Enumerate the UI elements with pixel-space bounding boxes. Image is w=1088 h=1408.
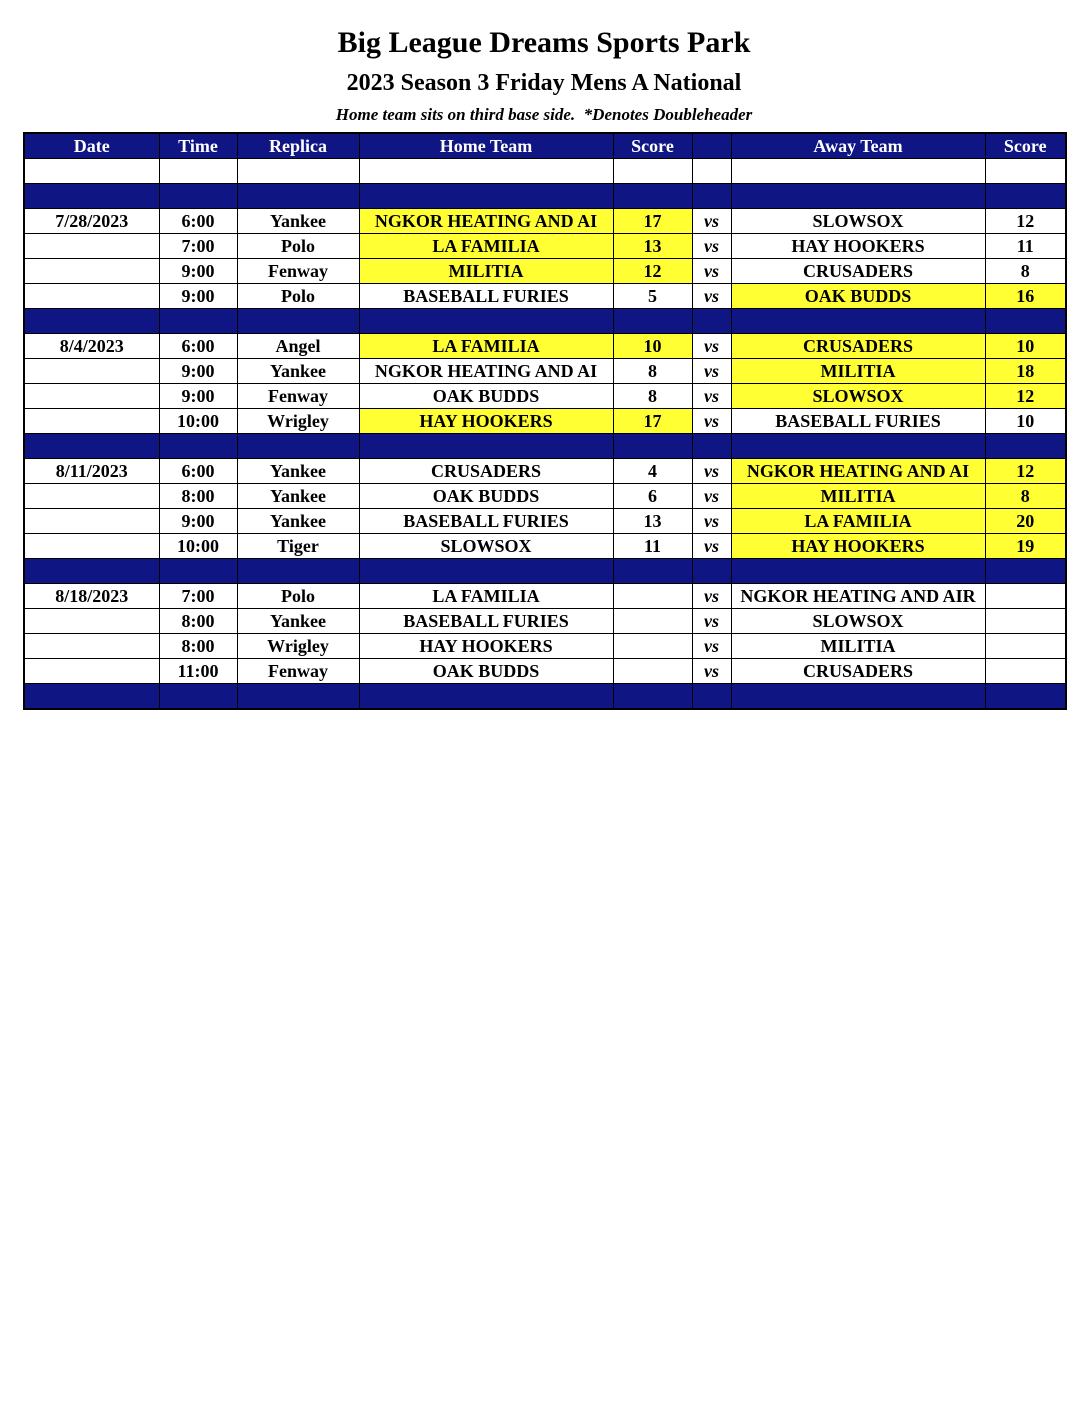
away-score: 11	[985, 234, 1066, 259]
away-team: HAY HOOKERS	[731, 534, 985, 559]
home-team: MILITIA	[359, 259, 613, 284]
vs-label: vs	[692, 359, 731, 384]
away-score	[985, 634, 1066, 659]
away-score	[985, 584, 1066, 609]
game-replica-field: Angel	[237, 334, 359, 359]
home-score: 10	[613, 334, 692, 359]
home-score: 8	[613, 359, 692, 384]
game-date: 7/28/2023	[24, 209, 159, 234]
col-header-away-team: Away Team	[731, 133, 985, 159]
away-team: CRUSADERS	[731, 259, 985, 284]
away-score: 10	[985, 334, 1066, 359]
away-score: 8	[985, 484, 1066, 509]
game-date-empty	[24, 284, 159, 309]
game-replica-field: Tiger	[237, 534, 359, 559]
vs-label: vs	[692, 384, 731, 409]
home-team: HAY HOOKERS	[359, 634, 613, 659]
home-team: LA FAMILIA	[359, 584, 613, 609]
game-row	[24, 409, 1066, 434]
game-row	[24, 209, 1066, 234]
game-row	[24, 534, 1066, 559]
vs-label: vs	[692, 284, 731, 309]
game-time: 9:00	[159, 284, 237, 309]
game-time: 8:00	[159, 609, 237, 634]
game-date-empty	[24, 484, 159, 509]
page-note: Home team sits on third base side. *Denotes Doubleheader	[335, 105, 753, 124]
home-team: OAK BUDDS	[359, 484, 613, 509]
vs-label: vs	[692, 609, 731, 634]
game-date-empty	[24, 259, 159, 284]
away-team: MILITIA	[731, 359, 985, 384]
home-score	[613, 659, 692, 684]
home-team: LA FAMILIA	[359, 234, 613, 259]
col-header-home-team: Home Team	[359, 133, 613, 159]
vs-label: vs	[692, 584, 731, 609]
schedule-body	[24, 159, 1066, 710]
game-time: 10:00	[159, 409, 237, 434]
game-row	[24, 384, 1066, 409]
game-date-empty	[24, 359, 159, 384]
schedule-table	[23, 132, 1067, 710]
week-separator	[24, 184, 1066, 209]
home-score: 6	[613, 484, 692, 509]
game-date-empty	[24, 409, 159, 434]
home-team: CRUSADERS	[359, 459, 613, 484]
game-replica-field: Yankee	[237, 509, 359, 534]
home-team: OAK BUDDS	[359, 384, 613, 409]
away-score: 16	[985, 284, 1066, 309]
game-date-empty	[24, 634, 159, 659]
vs-label: vs	[692, 234, 731, 259]
vs-label: vs	[692, 209, 731, 234]
game-time: 9:00	[159, 259, 237, 284]
vs-label: vs	[692, 259, 731, 284]
game-row	[24, 234, 1066, 259]
game-replica-field: Polo	[237, 284, 359, 309]
game-row	[24, 509, 1066, 534]
home-team: HAY HOOKERS	[359, 409, 613, 434]
away-score: 18	[985, 359, 1066, 384]
game-time: 7:00	[159, 234, 237, 259]
vs-label: vs	[692, 459, 731, 484]
home-score: 5	[613, 284, 692, 309]
away-team: HAY HOOKERS	[731, 234, 985, 259]
header-row	[24, 133, 1066, 159]
away-score: 12	[985, 384, 1066, 409]
game-replica-field: Fenway	[237, 384, 359, 409]
game-row	[24, 609, 1066, 634]
home-score: 13	[613, 234, 692, 259]
page-title: Big League Dreams Sports Park	[337, 26, 751, 59]
away-team: OAK BUDDS	[731, 284, 985, 309]
game-row	[24, 584, 1066, 609]
game-replica-field: Polo	[237, 234, 359, 259]
home-score: 4	[613, 459, 692, 484]
away-team: CRUSADERS	[731, 334, 985, 359]
game-date-empty	[24, 659, 159, 684]
vs-label: vs	[692, 409, 731, 434]
week-separator	[24, 559, 1066, 584]
game-date-empty	[24, 609, 159, 634]
game-date-empty	[24, 534, 159, 559]
col-header-vs	[692, 133, 731, 159]
vs-label: vs	[692, 484, 731, 509]
vs-label: vs	[692, 509, 731, 534]
game-replica-field: Wrigley	[237, 409, 359, 434]
away-score: 8	[985, 259, 1066, 284]
away-team: LA FAMILIA	[731, 509, 985, 534]
home-team: BASEBALL FURIES	[359, 284, 613, 309]
home-score: 12	[613, 259, 692, 284]
home-team: OAK BUDDS	[359, 659, 613, 684]
home-score	[613, 584, 692, 609]
week-separator	[24, 434, 1066, 459]
away-team: MILITIA	[731, 484, 985, 509]
away-score: 12	[985, 459, 1066, 484]
col-header-home-score: Score	[613, 133, 692, 159]
game-row	[24, 334, 1066, 359]
home-team: BASEBALL FURIES	[359, 509, 613, 534]
game-row	[24, 259, 1066, 284]
week-separator	[24, 309, 1066, 334]
away-score: 10	[985, 409, 1066, 434]
away-team: BASEBALL FURIES	[731, 409, 985, 434]
away-team: SLOWSOX	[731, 209, 985, 234]
game-row	[24, 484, 1066, 509]
home-score: 17	[613, 209, 692, 234]
vs-label: vs	[692, 334, 731, 359]
away-score: 20	[985, 509, 1066, 534]
home-score: 11	[613, 534, 692, 559]
col-header-date: Date	[24, 133, 159, 159]
game-date-empty	[24, 234, 159, 259]
game-replica-field: Fenway	[237, 259, 359, 284]
away-team: CRUSADERS	[731, 659, 985, 684]
game-time: 7:00	[159, 584, 237, 609]
away-score: 19	[985, 534, 1066, 559]
game-time: 6:00	[159, 459, 237, 484]
game-date-empty	[24, 509, 159, 534]
game-replica-field: Yankee	[237, 484, 359, 509]
away-team: MILITIA	[731, 634, 985, 659]
game-time: 9:00	[159, 359, 237, 384]
away-score	[985, 659, 1066, 684]
vs-label: vs	[692, 659, 731, 684]
game-replica-field: Yankee	[237, 459, 359, 484]
home-team: LA FAMILIA	[359, 334, 613, 359]
home-team: BASEBALL FURIES	[359, 609, 613, 634]
col-header-time: Time	[159, 133, 237, 159]
game-replica-field: Wrigley	[237, 634, 359, 659]
home-team: SLOWSOX	[359, 534, 613, 559]
game-row	[24, 459, 1066, 484]
blank-row	[24, 159, 1066, 184]
game-row	[24, 659, 1066, 684]
game-replica-field: Polo	[237, 584, 359, 609]
home-score	[613, 609, 692, 634]
home-team: NGKOR HEATING AND AI	[359, 209, 613, 234]
vs-label: vs	[692, 634, 731, 659]
game-time: 8:00	[159, 634, 237, 659]
game-time: 6:00	[159, 334, 237, 359]
game-time: 6:00	[159, 209, 237, 234]
col-header-away-score: Score	[985, 133, 1066, 159]
vs-label: vs	[692, 534, 731, 559]
game-row	[24, 634, 1066, 659]
home-score: 8	[613, 384, 692, 409]
col-header-replica: Replica	[237, 133, 359, 159]
game-date: 8/4/2023	[24, 334, 159, 359]
week-separator	[24, 684, 1066, 710]
home-score: 17	[613, 409, 692, 434]
game-time: 10:00	[159, 534, 237, 559]
away-score: 12	[985, 209, 1066, 234]
home-score	[613, 634, 692, 659]
away-score	[985, 609, 1066, 634]
home-score: 13	[613, 509, 692, 534]
game-time: 11:00	[159, 659, 237, 684]
game-time: 9:00	[159, 509, 237, 534]
away-team: SLOWSOX	[731, 609, 985, 634]
away-team: NGKOR HEATING AND AIR	[731, 584, 985, 609]
game-replica-field: Yankee	[237, 609, 359, 634]
game-time: 9:00	[159, 384, 237, 409]
game-row	[24, 359, 1066, 384]
away-team: SLOWSOX	[731, 384, 985, 409]
game-date: 8/18/2023	[24, 584, 159, 609]
game-replica-field: Yankee	[237, 209, 359, 234]
home-team: NGKOR HEATING AND AI	[359, 359, 613, 384]
game-date: 8/11/2023	[24, 459, 159, 484]
page-subtitle: 2023 Season 3 Friday Mens A National	[346, 70, 742, 96]
game-date-empty	[24, 384, 159, 409]
game-time: 8:00	[159, 484, 237, 509]
game-row	[24, 284, 1066, 309]
game-replica-field: Fenway	[237, 659, 359, 684]
game-replica-field: Yankee	[237, 359, 359, 384]
away-team: NGKOR HEATING AND AI	[731, 459, 985, 484]
